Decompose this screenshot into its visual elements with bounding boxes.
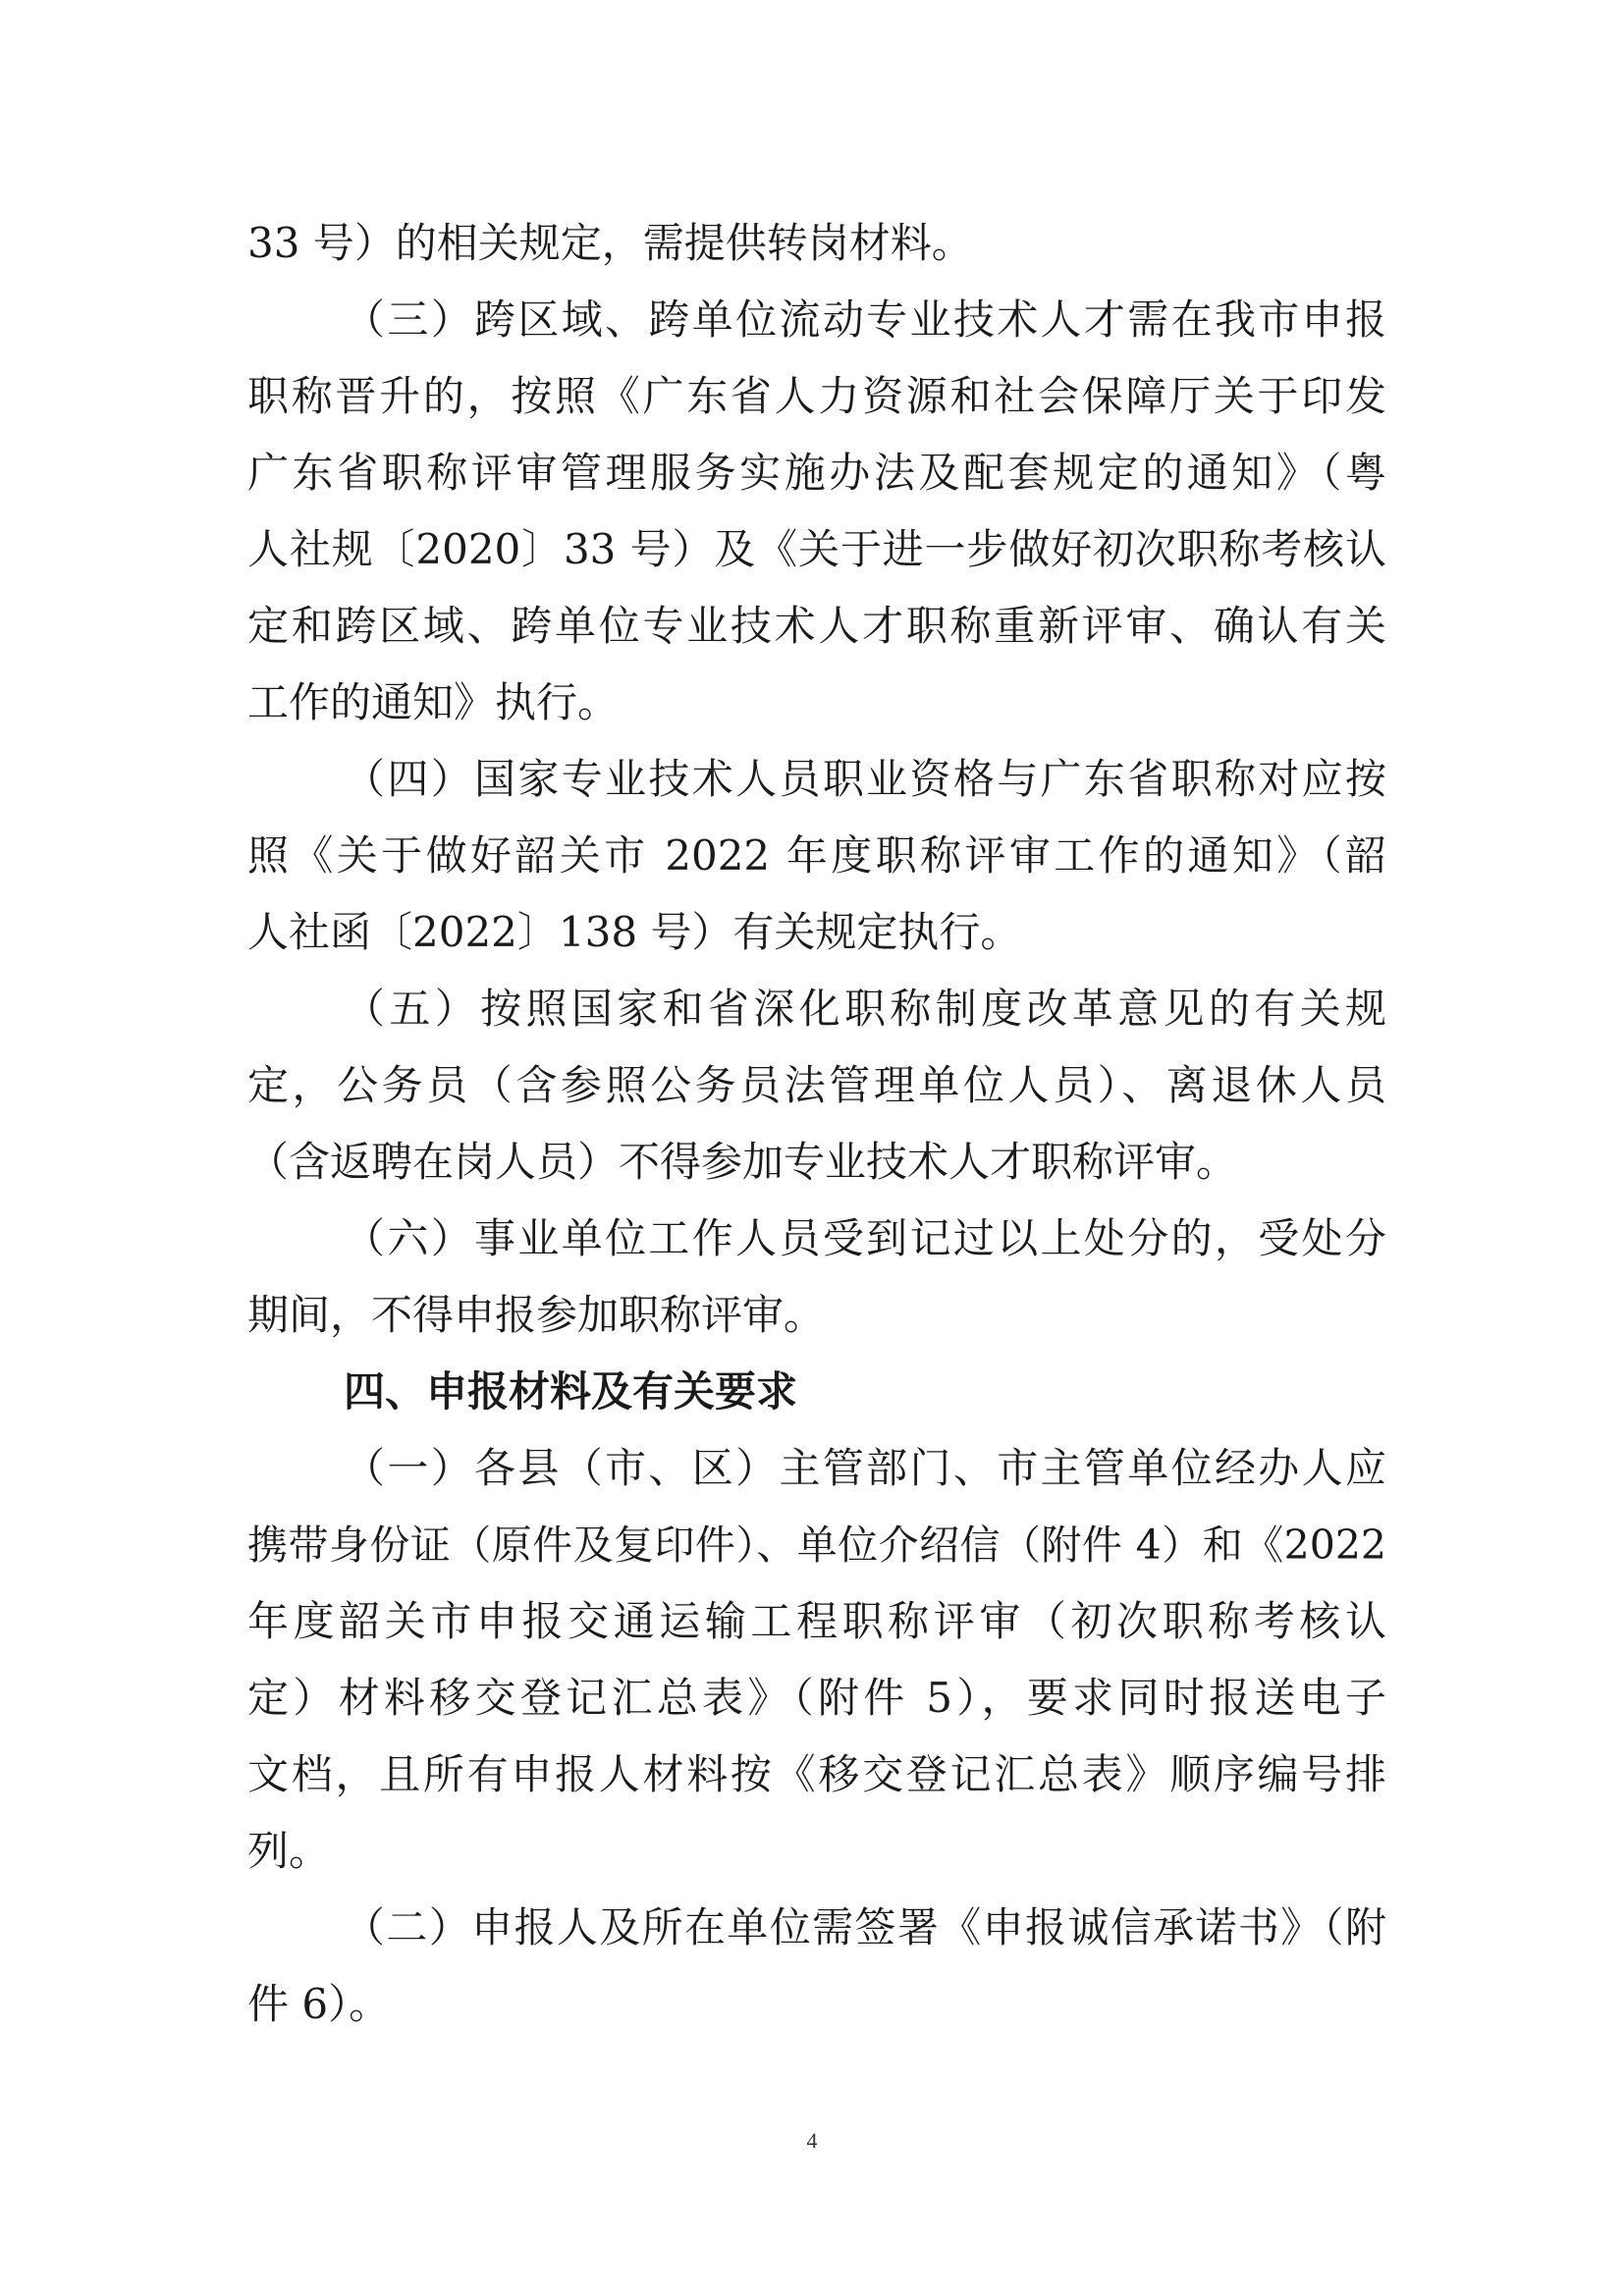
paragraph-line: 33 号）的相关规定，需提供转岗材料。 <box>247 219 973 267</box>
paragraph-line: （六）事业单位工作人员受到记过以上处分的，受处分 <box>344 1214 1386 1262</box>
paragraph-line: 件 6）。 <box>247 1980 391 2028</box>
paragraph-line: 广东省职称评审管理服务实施办法及配套规定的通知》（粤 <box>247 449 1386 497</box>
paragraph-line: 文档，且所有申报人材料按《移交登记汇总表》顺序编号排 <box>247 1750 1386 1798</box>
paragraph-line: 职称晋升的，按照《广东省人力资源和社会保障厅关于印发 <box>247 372 1386 420</box>
paragraph-line: （二）申报人及所在单位需签署《申报诚信承诺书》（附 <box>344 1903 1386 1951</box>
page-number: 4 <box>806 2128 818 2153</box>
paragraph-line: 人社函〔2022〕138 号）有关规定执行。 <box>247 908 1022 956</box>
paragraph-line: 定，公务员（含参照公务员法管理单位人员）、离退休人员 <box>247 1061 1386 1109</box>
paragraph-line: （四）国家专业技术人员职业资格与广东省职称对应按 <box>344 755 1386 803</box>
paragraph-line: 期间，不得申报参加职称评审。 <box>247 1291 826 1339</box>
paragraph-line: 人社规〔2020〕33 号）及《关于进一步做好初次职称考核认 <box>247 525 1386 573</box>
section-heading: 四、申报材料及有关要求 <box>344 1367 798 1415</box>
paragraph-line: 列。 <box>247 1827 331 1875</box>
paragraph-line: 定和跨区域、跨单位专业技术人才职称重新评审、确认有关 <box>247 602 1386 650</box>
paragraph-line: （含返聘在岗人员）不得参加专业技术人才职称评审。 <box>247 1138 1238 1186</box>
paragraph-line: 照《关于做好韶关市 2022 年度职称评审工作的通知》（韶 <box>247 831 1386 880</box>
paragraph-line: （五）按照国家和省深化职称制度改革意见的有关规 <box>344 985 1386 1033</box>
paragraph-line: 定）材料移交登记汇总表》（附件 5），要求同时报送电子 <box>247 1674 1386 1722</box>
paragraph-line: （三）跨区域、跨单位流动专业技术人才需在我市申报 <box>344 295 1386 344</box>
paragraph-line: 携带身份证（原件及复印件）、单位介绍信（附件 4）和《2022 <box>247 1522 1386 1569</box>
paragraph-line: 年度韶关市申报交通运输工程职称评审（初次职称考核认 <box>247 1597 1386 1645</box>
paragraph-line: （一）各县（市、区）主管部门、市主管单位经办人应 <box>344 1444 1386 1492</box>
paragraph-line: 工作的通知》执行。 <box>247 678 620 726</box>
